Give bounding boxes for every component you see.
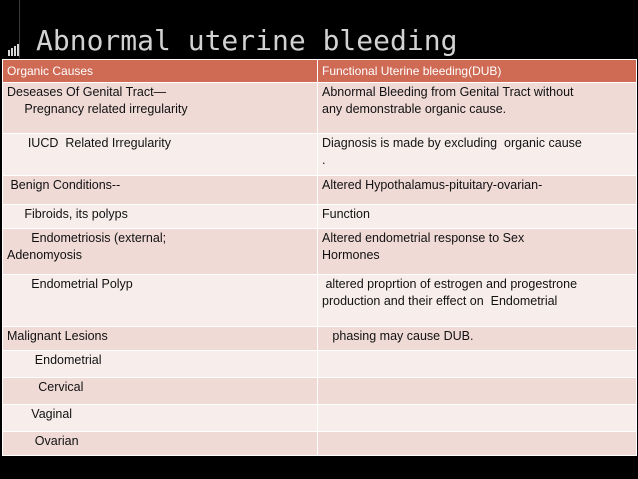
organic-cause-cell xyxy=(3,432,318,456)
table-row xyxy=(3,229,637,275)
cell-line: Hormones xyxy=(322,248,380,262)
header-organic-causes: Organic Causes xyxy=(3,60,318,83)
table-header-row xyxy=(3,60,637,83)
organic-cause-cell xyxy=(3,83,318,134)
cell-line: production and their effect on Endometrial xyxy=(322,294,558,308)
cell-line: Cervical xyxy=(7,380,84,394)
organic-cause-cell xyxy=(3,205,318,229)
title-bar xyxy=(0,0,638,58)
organic-cause-cell xyxy=(3,405,318,432)
organic-cause-cell xyxy=(3,134,318,176)
cell-line: altered proprtion of estrogen and progestrone xyxy=(322,277,578,291)
functional-dub-cell xyxy=(318,432,637,456)
functional-dub-cell xyxy=(318,327,637,351)
table-row xyxy=(3,405,637,432)
header-functional-dub: Functional Uterine bleeding(DUB) xyxy=(318,60,637,83)
functional-dub-cell xyxy=(318,351,637,378)
slide-title: Abnormal uterine bleeding xyxy=(36,24,458,57)
bar-decoration-icon xyxy=(8,44,28,56)
functional-dub-cell xyxy=(318,205,637,229)
table-row xyxy=(3,83,637,134)
functional-dub-cell xyxy=(318,134,637,176)
cell-line: IUCD Related Irregularity xyxy=(7,136,171,150)
cell-line: Altered Hypothalamus-pituitary-ovarian- xyxy=(322,178,543,192)
table-row xyxy=(3,378,637,405)
table-row xyxy=(3,327,637,351)
cell-line: Endometrial xyxy=(7,353,102,367)
cell-line: Vaginal xyxy=(7,407,73,421)
table-row xyxy=(3,351,637,378)
cell-line: Endometrial Polyp xyxy=(7,277,133,291)
cell-line: Adenomyosis xyxy=(7,248,83,262)
functional-dub-cell xyxy=(318,83,637,134)
functional-dub-cell xyxy=(318,176,637,205)
table-row xyxy=(3,205,637,229)
cell-line: Pregnancy related irregularity xyxy=(7,102,188,116)
cell-line: any demonstrable organic cause. xyxy=(322,102,507,116)
cell-line: Deseases Of Genital Tract— xyxy=(7,85,167,99)
cell-line: phasing may cause DUB. xyxy=(322,329,474,343)
organic-cause-cell xyxy=(3,275,318,327)
cell-line: Ovarian xyxy=(7,434,79,448)
cell-line: . xyxy=(322,153,326,167)
table-row xyxy=(3,176,637,205)
organic-cause-cell xyxy=(3,378,318,405)
organic-cause-cell xyxy=(3,176,318,205)
functional-dub-cell xyxy=(318,229,637,275)
cell-line: Benign Conditions-- xyxy=(7,178,121,192)
cell-line: Endometriosis (external; xyxy=(7,231,167,245)
organic-cause-cell xyxy=(3,351,318,378)
cell-line: Function xyxy=(322,207,370,221)
functional-dub-cell xyxy=(318,405,637,432)
cell-line: Malignant Lesions xyxy=(7,329,108,343)
cell-line: Diagnosis is made by excluding organic cause xyxy=(322,136,582,150)
table-row xyxy=(3,275,637,327)
functional-dub-cell xyxy=(318,378,637,405)
cell-line: Fibroids, its polyps xyxy=(7,207,128,221)
table-row xyxy=(3,134,637,176)
table-row xyxy=(3,432,637,456)
cell-line: Abnormal Bleeding from Genital Tract without xyxy=(322,85,574,99)
organic-cause-cell xyxy=(3,229,318,275)
causes-table xyxy=(2,59,637,456)
cell-line: Altered endometrial response to Sex xyxy=(322,231,525,245)
organic-cause-cell xyxy=(3,327,318,351)
functional-dub-cell xyxy=(318,275,637,327)
